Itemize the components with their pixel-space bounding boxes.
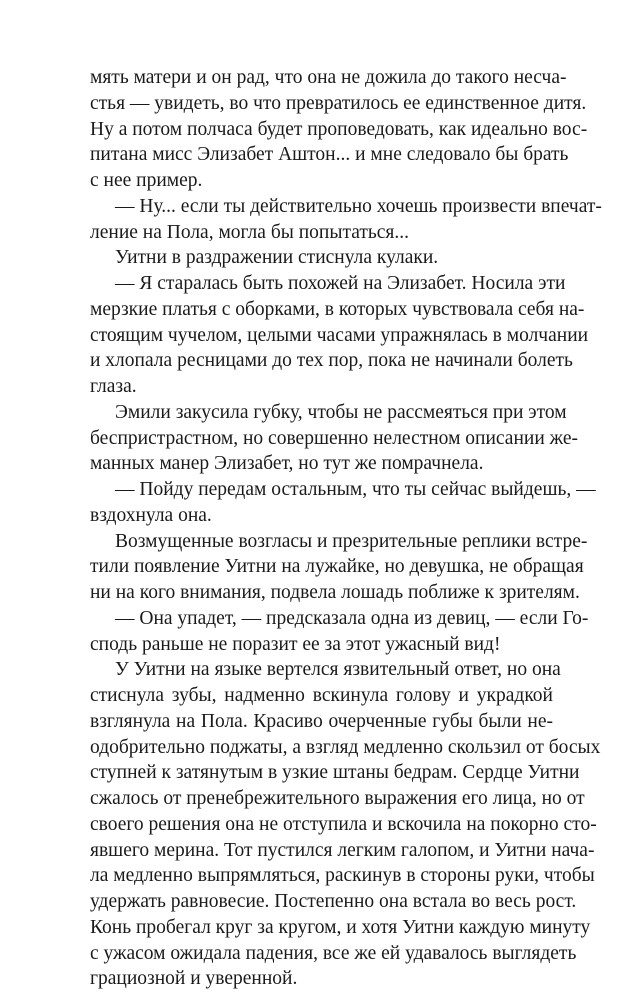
text-line: стиснула зубы, надменно вскинула голову и украдкой [90, 685, 553, 706]
text-line: манных манер Элизабет, но тут же помрачнела. [90, 453, 484, 474]
text-line: с ужасом ожидала падения, все же ей удавалось выглядеть [90, 943, 577, 964]
text-line: Возмущенные возгласы и презрительные реплики встре- [115, 531, 588, 552]
text-line: ление на Пола, могла бы попытаться... [90, 222, 410, 243]
text-line: своего решения она не отступила и вскочила на покорно сто- [90, 814, 597, 835]
text-line: тили появление Уитни на лужайке, но девушка, не обращая [90, 556, 584, 577]
text-line: мерзкие платья с оборками, в которых чувствовала себя на- [90, 299, 585, 320]
text-line: взглянула на Пола. Красиво очерченные губы были не- [90, 711, 553, 732]
text-line: ступней к затянутым в узкие штаны бедрам. Сердце Уитни [90, 762, 580, 783]
text-line: — Ну... если ты действительно хочешь произвести впечат- [115, 196, 602, 217]
text-line: одобрительно поджаты, а взгляд медленно скользил от босых [90, 737, 601, 758]
text-line: — Она упадет, — предсказала одна из девиц, — если Го- [115, 608, 589, 629]
text-line: сподь раньше не поразит ее за этот ужасный вид! [90, 634, 501, 655]
text-line: вздохнула она. [90, 505, 212, 526]
text-line: Эмили закусила губку, чтобы не рассмеяться при этом [115, 402, 567, 423]
text-line: — Я старалась быть похожей на Элизабет. Носила эти [115, 273, 566, 294]
text-line: беспристрастном, но совершенно нелестном описании же- [90, 428, 578, 449]
text-line: ни на кого внимания, подвела лошадь поближе к зрителям. [90, 582, 580, 603]
text-line: стоящим чучелом, целыми часами упражнялась в молчании [90, 325, 589, 346]
text-line: питана мисс Элизабет Аштон... и мне следовало бы брать [90, 144, 569, 165]
text-line: грациозной и уверенной. [90, 968, 298, 989]
text-line: удержать равновесие. Постепенно она встала во весь рост. [90, 891, 577, 912]
text-line: глаза. [90, 376, 137, 397]
text-line: Ну а потом полчаса будет проповедовать, как идеально вос- [90, 119, 588, 140]
text-line: сжалось от пренебрежительного выражения его лица, но от [90, 788, 585, 809]
text-line: мять матери и он рад, что она не дожила до такого несча- [90, 67, 567, 88]
text-line: стья — увидеть, во что превратилось ее единственное дитя. [90, 93, 587, 114]
text-line: Конь пробегал круг за кругом, и хотя Уитни каждую минуту [90, 917, 591, 938]
text-line: ла медленно выпрямляться, раскинув в стороны руки, чтобы [90, 865, 595, 886]
text-line: Уитни в раздражении стиснула кулаки. [115, 247, 439, 268]
text-line: — Пойду передам остальным, что ты сейчас выйдешь, — [115, 479, 596, 500]
text-line: У Уитни на языке вертелся язвительный ответ, но она [115, 659, 561, 680]
text-line: с нее пример. [90, 170, 203, 191]
text-line: явшего мерина. Тот пустился легким галопом, и Уитни нача- [90, 840, 595, 861]
text-line: и хлопала ресницами до тех пор, пока не начинали болеть [90, 350, 573, 371]
